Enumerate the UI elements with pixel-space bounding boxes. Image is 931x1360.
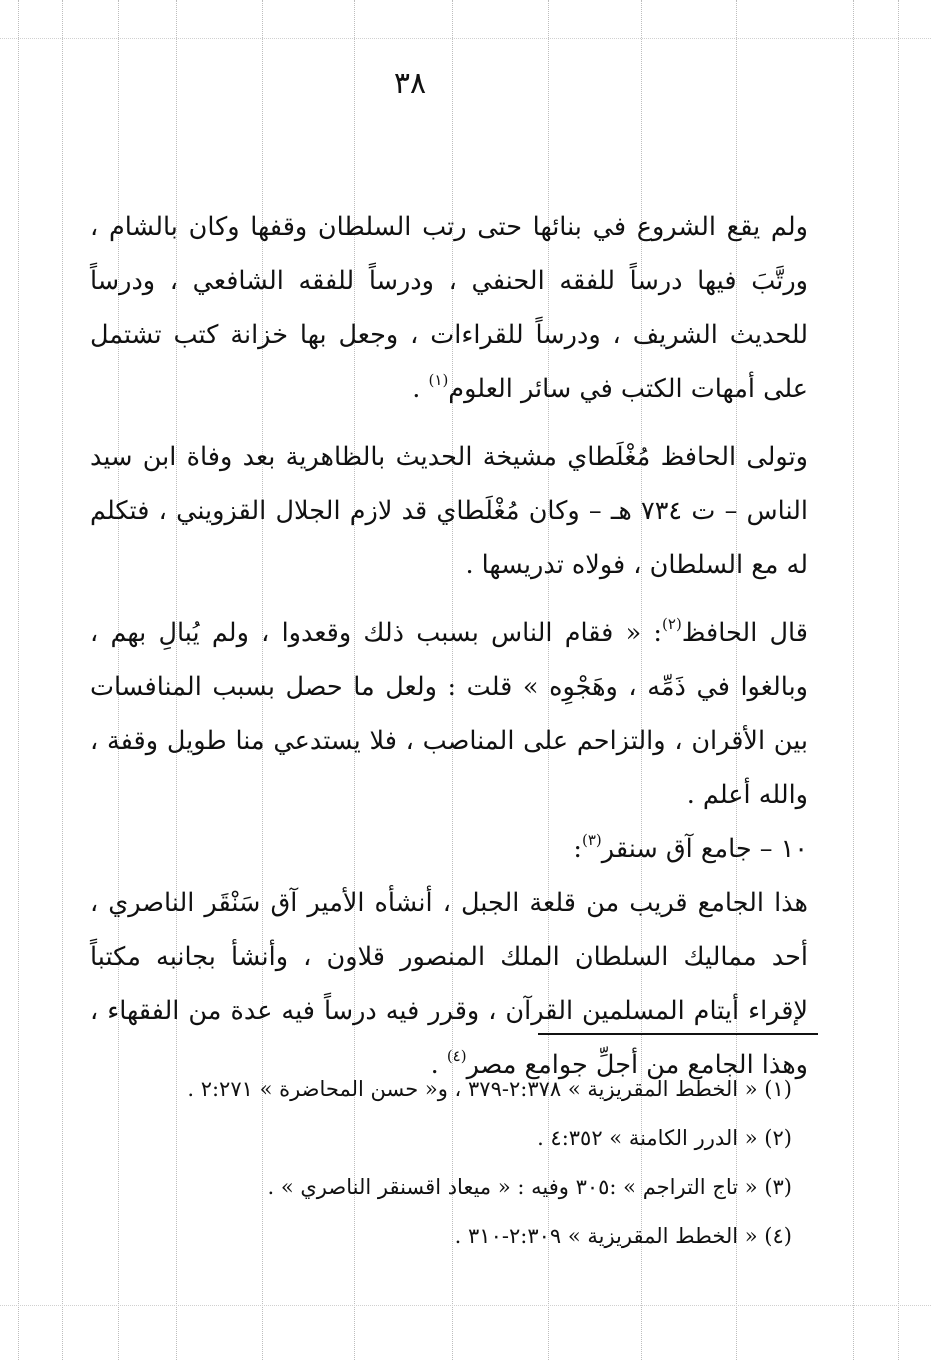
main-text: [90, 200, 808, 1092]
footnote-1: (١) « الخطط المقريزية » ٢:٣٧٨-٣٧٩ ، و« حسن المحاضرة » ٢:٢٧١ .: [187, 1077, 792, 1101]
footnote-ref-1: (١): [428, 371, 449, 389]
footnote-ref-4: (٤): [446, 1047, 467, 1065]
footnote-ref-3: (٣): [581, 831, 602, 849]
footnote-ref-2: (٢): [662, 615, 682, 633]
paragraph-3-lead: قال الحافظ: [681, 618, 808, 648]
paragraph-4-text: هذا الجامع قريب من قلعة الجبل ، أنشأه الأمير آق سَنْقَر الناصري ، أحد مماليك السلطان الملك المنصور قلاون ، وأنشأ بجانبه مكتباً لإقراء أيتام المسلمين القرآن ، وقرر فيه درساً فيه عدة من الفقهاء ، وهذا الجامع من أجلِّ جوامع مصر: [90, 888, 808, 1080]
section-heading-text: ١٠ – جامع آق سنقر: [601, 834, 808, 864]
footnote-divider: [538, 1033, 818, 1035]
paragraph-1: ولم يقع الشروع في بنائها حتى رتب السلطان وقفها وكان بالشام ، ورتَّبَ فيها درساً للفقه الحنفي ، ودرساً للفقه الشافعي ، ودرساً للحديث الشريف ، ودرساً للقراءات ، وجعل بها خزانة كتب تشتمل على أمهات الكتب في سائر العلوم$^{(١)}$ .: [90, 212, 808, 404]
paragraph-3-text: : « فقام الناس بسبب ذلك وقعدوا ، ولم يُبالِ بهم ، وبالغوا في ذَمِّه ، وهَجْوِه » قلت : ولعل ما حصل بسبب المنافسات بين الأقران ، والتزاحم على المناصب ، فلا يستدعي منا طويل وقفة ، والله أعلم .: [90, 618, 808, 810]
footnote-4: (٤) « الخطط المقريزية » ٢:٣٠٩-٣١٠ .: [454, 1224, 792, 1248]
paragraph-1-text: ولم يقع الشروع في بنائها حتى رتب السلطان وقفها وكان بالشام ، ورتَّبَ فيها درساً للفقه الحنفي ، ودرساً للفقه الشافعي ، ودرساً للحديث الشريف ، ودرساً للقراءات ، وجعل بها خزانة كتب تشتمل على أمهات الكتب في سائر العلوم: [90, 212, 808, 404]
page-number: ٣٨: [393, 66, 427, 101]
paragraph-3: [90, 606, 808, 822]
footnote-3: (٣) « تاج التراجم » :٣٠٥ وفيه : « ميعاد اقسنقر الناصري » .: [267, 1175, 792, 1199]
footnotes: [140, 1065, 792, 1261]
footnote-2: (٢) « الدرر الكامنة » ٤:٣٥٢ .: [537, 1126, 792, 1150]
section-heading: ١٠ – جامع آق سنقر$^{(٣)}$:: [573, 831, 808, 864]
paragraph-4: هذا الجامع قريب من قلعة الجبل ، أنشأه الأمير آق سَنْقَر الناصري ، أحد مماليك السلطان الملك المنصور قلاون ، وأنشأ بجانبه مكتباً لإقراء أيتام المسلمين القرآن ، وقرر فيه درساً فيه عدة من الفقهاء ، وهذا الجامع من أجلِّ جوامع مصر$^{(٤)}$ .: [90, 888, 808, 1080]
paragraph-2: وتولى الحافظ مُغْلَطاي مشيخة الحديث بالظاهرية بعد وفاة ابن سيد الناس – ت ٧٣٤ هـ – وكان مُغْلَطاي قد لازم الجلال القزويني ، فتكلم له مع السلطان ، فولاه تدريسها .: [90, 442, 808, 580]
